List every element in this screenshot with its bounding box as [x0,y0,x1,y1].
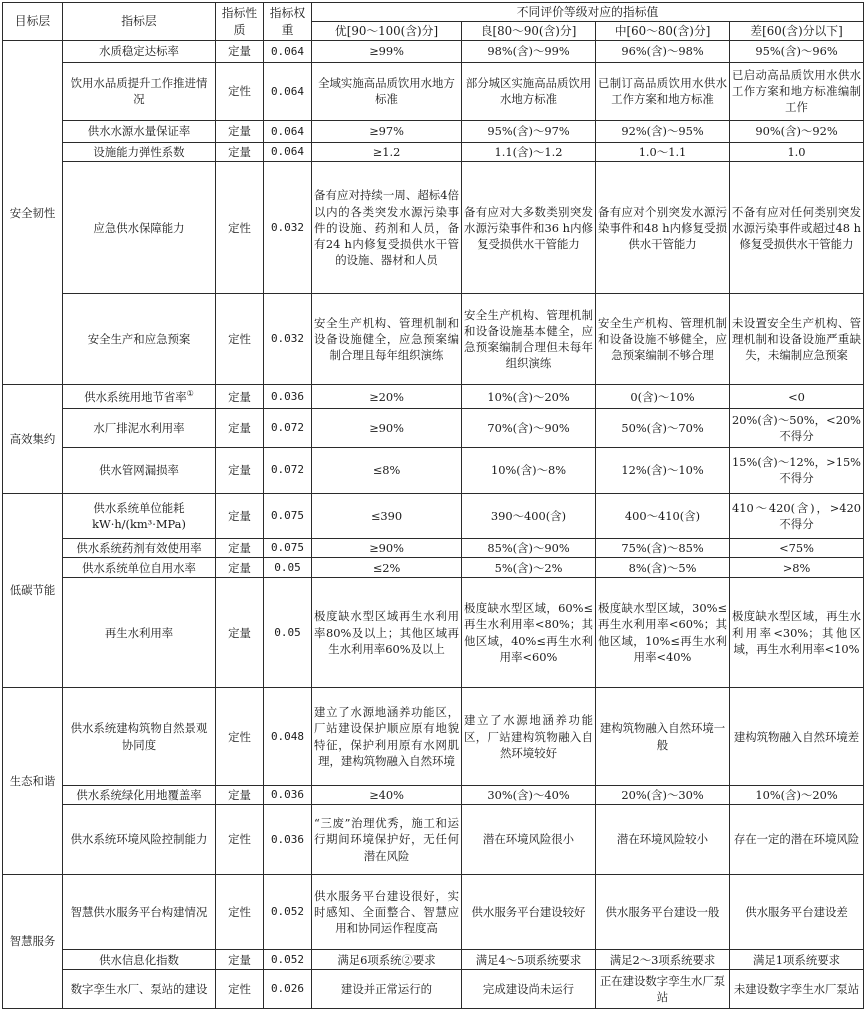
indicator-weight-cell: 0.036 [264,805,312,874]
indicator-name-cell [63,874,216,950]
grade-poor-cell: 满足1项系统要求 [730,950,864,969]
indicator-name: 供水系统用地节省率 [84,389,187,404]
grade-fair-cell: 400～410(含) [596,493,730,538]
table-row [3,493,864,538]
grade-fair-cell: 12%(含)～10% [596,448,730,493]
grade-excellent-cell: ≥20% [312,385,462,409]
table-row [3,558,864,577]
indicator-nature-cell: 定性 [216,162,264,294]
header-row-1 [3,3,864,22]
table-row [3,805,864,874]
indicator-name: 供水系统绿化用地覆盖率 [76,787,202,802]
indicator-nature-cell: 定性 [216,969,264,1008]
footnote-marker: ① [186,389,194,399]
grade-good-cell: 完成建设尚未运行 [462,969,596,1008]
indicator-name-cell [63,950,216,969]
grade-excellent-cell: ≥90% [312,538,462,557]
grade-good-cell: 30%(含)～40% [462,785,596,804]
indicator-name-cell [63,121,216,143]
grade-poor-cell: 不备有应对任何类别突发水源污染事件或超过48 h修复受损供水干管能力 [730,162,864,294]
grade-good-cell: 安全生产机构、管理机制和设备设施基本健全，应急预案编制合理但未每年组织演练 [462,294,596,385]
grade-poor-cell: 未设置安全生产机构、管理机制和设备设施严重缺失，未编制应急预案 [730,294,864,385]
indicator-nature-cell: 定量 [216,142,264,161]
grade-excellent-cell: ≥99% [312,41,462,63]
indicator-name-cell [63,493,216,538]
grade-excellent-cell: ≤8% [312,448,462,493]
indicator-name-cell [63,62,216,120]
indicator-name-cell [63,688,216,785]
indicator-weight-cell: 0.052 [264,950,312,969]
header-grade-good: 良[80～90(含)分] [462,22,596,41]
grade-good-cell: 极度缺水型区域，60%≤再生水利用率<80%；其他区域，40%≤再生水利用率<60% [462,577,596,687]
indicator-name: 数字孪生水厂、泵站的建设 [70,981,208,996]
grade-poor-cell: 极度缺水型区域，再生水利用率<30%；其他区域，再生水利用率<10% [730,577,864,687]
grade-fair-cell: 建构筑物融入自然环境一般 [596,688,730,785]
indicator-name-cell [63,294,216,385]
header-target-layer: 目标层 [3,3,63,41]
indicator-name: 设施能力弹性系数 [93,144,185,159]
indicator-nature-cell: 定性 [216,62,264,120]
indicator-name: 应急供水保障能力 [93,220,185,235]
grade-excellent-cell: 极度缺水型区域再生水利用率80%及以上；其他区域再生水利用率60%及以上 [312,577,462,687]
table-row [3,969,864,1008]
indicator-weight-cell: 0.032 [264,162,312,294]
indicator-name: 供水水源水量保证率 [87,124,191,139]
grade-excellent-cell: 建设并正常运行的 [312,969,462,1008]
grade-excellent-cell: 安全生产机构、管理机制和设备设施健全，应急预案编制合理且每年组织演练 [312,294,462,385]
grade-poor-cell: 供水服务平台建设差 [730,874,864,950]
grade-poor-cell: 15%(含)～12%，>15%不得分 [730,448,864,493]
indicator-name: 供水系统单位自用水率 [82,560,196,575]
indicator-name-cell [63,538,216,557]
grade-good-cell: 10%(含)～20% [462,385,596,409]
indicator-name-cell [63,41,216,63]
grade-fair-cell: 96%(含)～98% [596,41,730,63]
indicator-weight-cell: 0.075 [264,493,312,538]
indicator-nature-cell: 定量 [216,409,264,448]
indicator-name-cell [63,558,216,577]
indicator-weight-cell: 0.052 [264,874,312,950]
indicator-name: 供水管网漏损率 [99,463,179,478]
indicator-name-cell [63,385,216,409]
grade-fair-cell: 正在建设数字孪生水厂泵站 [596,969,730,1008]
indicator-weight-cell: 0.072 [264,409,312,448]
indicator-name-cell [63,448,216,493]
grade-good-cell: 1.1(含)～1.2 [462,142,596,161]
indicator-weight-cell: 0.064 [264,41,312,63]
indicator-name-cell [63,409,216,448]
indicator-weight-cell: 0.072 [264,448,312,493]
header-indicator-layer: 指标层 [63,3,216,41]
target-layer-cell: 高效集约 [3,385,63,493]
grade-fair-cell: 已制订高品质饮用水供水工作方案和地方标准 [596,62,730,120]
indicator-name: 水厂排泥水利用率 [93,420,185,435]
grade-poor-cell: 20%(含)～50%，<20%不得分 [730,409,864,448]
table-row [3,785,864,804]
indicator-nature-cell: 定性 [216,874,264,950]
grade-fair-cell: 备有应对个别突发水源污染事件和48 h内修复受损供水干管能力 [596,162,730,294]
table-row [3,162,864,294]
indicator-nature-cell: 定量 [216,785,264,804]
grade-excellent-cell: ≥90% [312,409,462,448]
indicator-name: 供水系统单位能耗kW·h/(km³·MPa) [92,500,186,531]
indicator-weight-cell: 0.064 [264,121,312,143]
header-grade-excellent: 优[90～100(含)分] [312,22,462,41]
table-row [3,121,864,143]
grade-poor-cell: >8% [730,558,864,577]
indicator-weight-cell: 0.05 [264,558,312,577]
grade-excellent-cell: ≥1.2 [312,142,462,161]
grade-fair-cell: 极度缺水型区域，30%≤再生水利用率<60%；其他区域，10%≤再生水利用率<40% [596,577,730,687]
grade-poor-cell: 建构筑物融入自然环境差 [730,688,864,785]
evaluation-indicator-table [2,2,864,1009]
grade-poor-cell: 95%(含)～96% [730,41,864,63]
grade-excellent-cell: ≤390 [312,493,462,538]
grade-good-cell: 满足4～5项系统要求 [462,950,596,969]
indicator-nature-cell: 定量 [216,558,264,577]
grade-excellent-cell: “三废”治理优秀，施工和运行期间环境保护好，无任何潜在风险 [312,805,462,874]
table-row [3,409,864,448]
table-row [3,688,864,785]
indicator-name-cell [63,805,216,874]
grade-excellent-cell: 满足6项系统②要求 [312,950,462,969]
indicator-nature-cell: 定性 [216,688,264,785]
grade-fair-cell: 0(含)～10% [596,385,730,409]
indicator-weight-cell: 0.032 [264,294,312,385]
indicator-name: 供水系统环境风险控制能力 [70,832,208,847]
grade-poor-cell: 1.0 [730,142,864,161]
table-row [3,385,864,409]
indicator-name: 再生水利用率 [104,625,174,640]
table-row [3,538,864,557]
indicator-weight-cell: 0.05 [264,577,312,687]
grade-fair-cell: 满足2～3项系统要求 [596,950,730,969]
indicator-name: 饮用水品质提升工作推进情况 [70,76,208,107]
grade-poor-cell: 410～420(含)，>420不得分 [730,493,864,538]
indicator-name: 供水系统建构筑物自然景观协同度 [70,721,208,752]
grade-fair-cell: 50%(含)～70% [596,409,730,448]
indicator-name-cell [63,142,216,161]
grade-poor-cell: 90%(含)～92% [730,121,864,143]
grade-fair-cell: 1.0～1.1 [596,142,730,161]
grade-good-cell: 部分城区实施高品质饮用水地方标准 [462,62,596,120]
grade-excellent-cell: 全域实施高品质饮用水地方标准 [312,62,462,120]
table-row [3,950,864,969]
table-row [3,41,864,63]
target-layer-cell: 低碳节能 [3,493,63,688]
grade-excellent-cell: ≥40% [312,785,462,804]
grade-fair-cell: 潜在环境风险较小 [596,805,730,874]
table-body [3,41,864,1009]
grade-good-cell: 备有应对大多数类别突发水源污染事件和36 h内修复受损供水干管能力 [462,162,596,294]
grade-good-cell: 70%(含)～90% [462,409,596,448]
indicator-name-cell [63,785,216,804]
grade-good-cell: 95%(含)～97% [462,121,596,143]
grade-good-cell: 供水服务平台建设较好 [462,874,596,950]
target-layer-cell: 安全韧性 [3,41,63,385]
target-layer-cell: 生态和谐 [3,688,63,874]
indicator-name: 供水系统药剂有效使用率 [76,541,202,556]
table-row [3,448,864,493]
header-grade-poor: 差[60(含)分以下] [730,22,864,41]
grade-fair-cell: 供水服务平台建设一般 [596,874,730,950]
grade-excellent-cell: 供水服务平台建设很好，实时感知、全面整合、智慧应用和协同运作程度高 [312,874,462,950]
indicator-name: 供水信息化指数 [99,952,179,967]
indicator-nature-cell: 定性 [216,294,264,385]
grade-poor-cell: 已启动高品质饮用水供水工作方案和地方标准编制工作 [730,62,864,120]
grade-good-cell: 98%(含)～99% [462,41,596,63]
indicator-nature-cell: 定量 [216,385,264,409]
grade-poor-cell: 存在一定的潜在环境风险 [730,805,864,874]
indicator-weight-cell: 0.075 [264,538,312,557]
indicator-nature-cell: 定量 [216,41,264,63]
indicator-weight-cell: 0.064 [264,62,312,120]
indicator-name: 智慧供水服务平台构建情况 [70,904,208,919]
table-row [3,294,864,385]
table-row [3,577,864,687]
indicator-name-cell [63,577,216,687]
header-grade-title: 不同评价等级对应的指标值 [312,3,864,22]
grade-fair-cell: 8%(含)～5% [596,558,730,577]
indicator-name: 安全生产和应急预案 [87,332,191,347]
grade-poor-cell: <75% [730,538,864,557]
indicator-name: 水质稳定达标率 [99,44,179,59]
indicator-nature-cell: 定量 [216,448,264,493]
grade-good-cell: 5%(含)～2% [462,558,596,577]
indicator-nature-cell: 定量 [216,121,264,143]
indicator-nature-cell: 定量 [216,538,264,557]
indicator-weight-cell: 0.026 [264,969,312,1008]
header-nature: 指标性质 [216,3,264,41]
table-row [3,142,864,161]
indicator-weight-cell: 0.048 [264,688,312,785]
grade-excellent-cell: ≥97% [312,121,462,143]
grade-good-cell: 85%(含)～90% [462,538,596,557]
grade-poor-cell: 未建设数字孪生水厂泵站 [730,969,864,1008]
grade-good-cell: 建立了水源地涵养功能区，厂站建构筑物融入自然环境较好 [462,688,596,785]
grade-fair-cell: 20%(含)～30% [596,785,730,804]
indicator-name-cell [63,162,216,294]
indicator-nature-cell: 定量 [216,577,264,687]
grade-fair-cell: 92%(含)～95% [596,121,730,143]
grade-fair-cell: 安全生产机构、管理机制和设备设施不够健全，应急预案编制不够合理 [596,294,730,385]
indicator-nature-cell: 定量 [216,493,264,538]
grade-excellent-cell: ≤2% [312,558,462,577]
indicator-nature-cell: 定性 [216,805,264,874]
grade-poor-cell: <0 [730,385,864,409]
grade-fair-cell: 75%(含)～85% [596,538,730,557]
indicator-name-cell [63,969,216,1008]
indicator-nature-cell: 定量 [216,950,264,969]
indicator-weight-cell: 0.036 [264,785,312,804]
indicator-weight-cell: 0.036 [264,385,312,409]
header-weight: 指标权重 [264,3,312,41]
grade-excellent-cell: 建立了水源地涵养功能区，厂站建设保护顺应原有地貌特征，保护利用原有水网肌理，建构筑物融入自然环境 [312,688,462,785]
grade-good-cell: 潜在环境风险很小 [462,805,596,874]
grade-good-cell: 10%(含)～8% [462,448,596,493]
grade-poor-cell: 10%(含)～20% [730,785,864,804]
grade-good-cell: 390～400(含) [462,493,596,538]
indicator-weight-cell: 0.064 [264,142,312,161]
grade-excellent-cell: 备有应对持续一周、超标4倍以内的各类突发水源污染事件的设施、药剂和人员，备有24 h内修复受损供水干管的设施、器材和人员 [312,162,462,294]
target-layer-cell: 智慧服务 [3,874,63,1008]
table-row [3,874,864,950]
header-grade-fair: 中[60～80(含)分] [596,22,730,41]
table-row [3,62,864,120]
